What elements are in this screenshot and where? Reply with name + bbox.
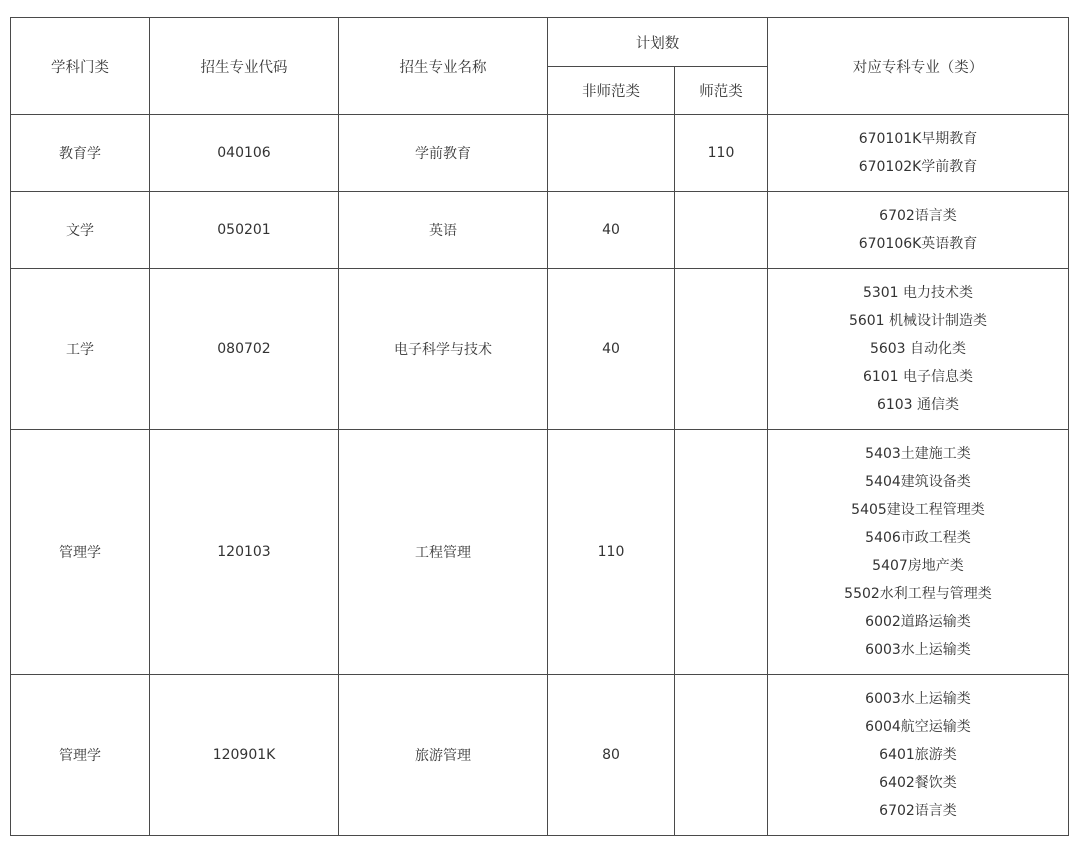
header-non-normal: 非师范类 bbox=[548, 67, 675, 115]
header-name: 招生专业名称 bbox=[339, 18, 548, 115]
normal-count-cell bbox=[675, 430, 768, 675]
major-name-cell: 工程管理 bbox=[339, 430, 548, 675]
corresponding-majors-cell bbox=[768, 115, 1069, 192]
corresponding-major-item: 6101 电子信息类 bbox=[862, 369, 974, 385]
corresponding-major-item: 670106K英语教育 bbox=[858, 236, 978, 252]
discipline-cell: 工学 bbox=[11, 269, 150, 430]
corresponding-major-item: 5407房地产类 bbox=[872, 558, 964, 574]
corresponding-major-item: 6401旅游类 bbox=[879, 747, 957, 763]
corresponding-major-item: 6702语言类 bbox=[879, 208, 957, 224]
non-normal-count-cell: 80 bbox=[548, 675, 675, 836]
corresponding-major-item: 6002道路运输类 bbox=[865, 614, 971, 630]
corresponding-major-item: 6004航空运输类 bbox=[865, 719, 971, 735]
discipline-cell: 管理学 bbox=[11, 675, 150, 836]
table-row bbox=[11, 192, 1069, 269]
corresponding-major-item: 5403土建施工类 bbox=[865, 446, 971, 462]
corresponding-major-item: 5406市政工程类 bbox=[865, 530, 971, 546]
non-normal-count-cell: 40 bbox=[548, 269, 675, 430]
major-name-cell: 电子科学与技术 bbox=[339, 269, 548, 430]
corresponding-majors-cell bbox=[768, 269, 1069, 430]
enrollment-plan-table bbox=[10, 17, 1069, 836]
header-corresponding: 对应专科专业（类） bbox=[768, 18, 1069, 115]
non-normal-count-cell bbox=[548, 115, 675, 192]
table-row bbox=[11, 430, 1069, 675]
corresponding-majors-cell bbox=[768, 675, 1069, 836]
code-cell: 120901K bbox=[150, 675, 339, 836]
corresponding-major-item: 6402餐饮类 bbox=[879, 775, 957, 791]
corresponding-major-item: 5301 电力技术类 bbox=[862, 285, 974, 301]
header-plan: 计划数 bbox=[548, 18, 768, 67]
major-name-cell: 英语 bbox=[339, 192, 548, 269]
header-discipline: 学科门类 bbox=[11, 18, 150, 115]
corresponding-major-item: 6702语言类 bbox=[879, 803, 957, 819]
non-normal-count-cell: 110 bbox=[548, 430, 675, 675]
corresponding-major-item: 5601 机械设计制造类 bbox=[848, 313, 988, 329]
code-cell: 120103 bbox=[150, 430, 339, 675]
table-row bbox=[11, 675, 1069, 836]
code-cell: 050201 bbox=[150, 192, 339, 269]
table-header bbox=[11, 18, 1069, 115]
major-name-cell: 学前教育 bbox=[339, 115, 548, 192]
discipline-cell: 教育学 bbox=[11, 115, 150, 192]
table-body bbox=[11, 115, 1069, 836]
table-row bbox=[11, 115, 1069, 192]
corresponding-major-item: 5404建筑设备类 bbox=[865, 474, 971, 490]
non-normal-count-cell: 40 bbox=[548, 192, 675, 269]
normal-count-cell bbox=[675, 192, 768, 269]
corresponding-major-item: 5603 自动化类 bbox=[869, 341, 967, 357]
normal-count-cell: 110 bbox=[675, 115, 768, 192]
major-name-cell: 旅游管理 bbox=[339, 675, 548, 836]
header-code: 招生专业代码 bbox=[150, 18, 339, 115]
corresponding-major-item: 5405建设工程管理类 bbox=[851, 502, 985, 518]
discipline-cell: 管理学 bbox=[11, 430, 150, 675]
corresponding-major-item: 5502水利工程与管理类 bbox=[844, 586, 992, 602]
normal-count-cell bbox=[675, 675, 768, 836]
corresponding-major-item: 670101K早期教育 bbox=[858, 131, 978, 147]
corresponding-major-item: 6003水上运输类 bbox=[865, 642, 971, 658]
corresponding-major-item: 6103 通信类 bbox=[876, 397, 960, 413]
corresponding-majors-cell bbox=[768, 430, 1069, 675]
normal-count-cell bbox=[675, 269, 768, 430]
code-cell: 080702 bbox=[150, 269, 339, 430]
discipline-cell: 文学 bbox=[11, 192, 150, 269]
code-cell: 040106 bbox=[150, 115, 339, 192]
table-row bbox=[11, 269, 1069, 430]
corresponding-major-item: 6003水上运输类 bbox=[865, 691, 971, 707]
corresponding-majors-cell bbox=[768, 192, 1069, 269]
header-normal: 师范类 bbox=[675, 67, 768, 115]
corresponding-major-item: 670102K学前教育 bbox=[858, 159, 978, 175]
